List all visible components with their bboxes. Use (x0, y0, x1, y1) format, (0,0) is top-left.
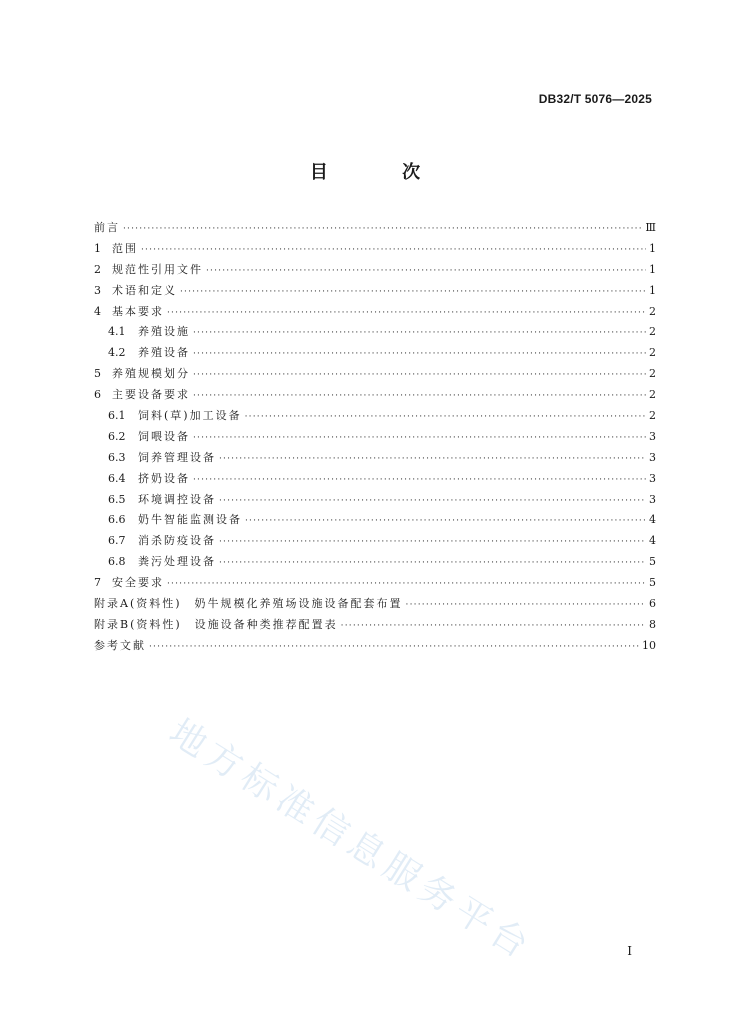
toc-entry-label: 消杀防疫设备 (138, 534, 216, 548)
toc-entry[interactable] (94, 302, 656, 323)
toc-entry-number: 6 (94, 388, 101, 402)
toc-entry-number: 6.3 (108, 450, 126, 464)
toc-dot-leader (245, 407, 646, 428)
toc-dot-leader (141, 240, 646, 261)
toc-entry[interactable] (94, 469, 656, 490)
toc-entry-label: 参考文献 (94, 638, 146, 652)
toc-dot-leader (219, 449, 646, 470)
toc-entry-number: 7 (94, 576, 101, 590)
toc-entry-label: 饲喂设备 (138, 429, 190, 443)
table-of-contents (94, 218, 656, 657)
toc-dot-leader (193, 344, 646, 365)
toc-dot-leader (193, 386, 646, 407)
toc-entry-number: 4.1 (108, 325, 126, 339)
toc-entry[interactable] (94, 260, 656, 281)
toc-dot-leader (180, 282, 646, 303)
toc-entry-page: 4 (649, 513, 656, 527)
toc-entry[interactable] (94, 594, 656, 615)
page-number: I (627, 944, 632, 958)
toc-entry-page: 2 (649, 346, 656, 360)
toc-entry-page: 10 (642, 638, 656, 652)
toc-entry-page: 2 (649, 367, 656, 381)
toc-entry-page: 2 (649, 409, 656, 423)
toc-entry-page: 3 (649, 492, 656, 506)
toc-dot-leader (219, 491, 646, 512)
toc-entry-label: 养殖设施 (138, 325, 190, 339)
toc-entry-label: 附录B(资料性) 设施设备种类推荐配置表 (94, 617, 338, 631)
toc-entry[interactable] (94, 636, 656, 657)
toc-entry-label: 范围 (112, 241, 138, 255)
toc-entry-label: 粪污处理设备 (138, 555, 216, 569)
document-id: DB32/T 5076—2025 (538, 92, 652, 106)
toc-entry-label: 规范性引用文件 (112, 262, 203, 276)
toc-entry-page: 4 (649, 534, 656, 548)
toc-entry-page: 5 (649, 576, 656, 590)
toc-entry-number: 6.2 (108, 429, 126, 443)
toc-entry-page: 3 (649, 429, 656, 443)
toc-entry-number: 6.5 (108, 492, 126, 506)
toc-entry[interactable] (94, 364, 656, 385)
toc-entry[interactable] (94, 552, 656, 573)
watermark: 地方标准信息服务平台 (162, 711, 540, 970)
toc-entry[interactable] (94, 490, 656, 511)
toc-entry-number: 6.6 (108, 513, 126, 527)
toc-entry[interactable] (94, 510, 656, 531)
toc-entry-label: 挤奶设备 (138, 471, 190, 485)
toc-entry-page: 1 (649, 262, 656, 276)
toc-entry-page: 2 (649, 304, 656, 318)
toc-entry-label: 养殖设备 (138, 346, 190, 360)
toc-entry-label: 环境调控设备 (138, 492, 216, 506)
toc-entry[interactable] (94, 322, 656, 343)
toc-entry[interactable] (94, 281, 656, 302)
toc-entry-number: 6.7 (108, 534, 126, 548)
toc-dot-leader (219, 532, 646, 553)
toc-entry-label: 饲料(草)加工设备 (138, 409, 242, 423)
toc-entry[interactable] (94, 239, 656, 260)
toc-entry-label: 养殖规模划分 (112, 367, 190, 381)
toc-entry-number: 5 (94, 367, 101, 381)
toc-entry-label: 主要设备要求 (112, 388, 190, 402)
toc-entry[interactable] (94, 406, 656, 427)
toc-entry-label: 奶牛智能监测设备 (138, 513, 242, 527)
toc-entry[interactable] (94, 218, 656, 239)
toc-entry[interactable] (94, 343, 656, 364)
toc-entry-number: 2 (94, 262, 101, 276)
toc-dot-leader (341, 616, 646, 637)
toc-entry-label: 安全要求 (112, 576, 164, 590)
toc-entry-page: 5 (649, 555, 656, 569)
toc-entry[interactable] (94, 427, 656, 448)
toc-dot-leader (206, 261, 646, 282)
toc-entry[interactable] (94, 385, 656, 406)
toc-entry-number: 4.2 (108, 346, 126, 360)
page-title: 目 次 (309, 162, 455, 183)
toc-dot-leader (406, 595, 646, 616)
toc-entry-number: 6.1 (108, 409, 126, 423)
toc-dot-leader (193, 323, 646, 344)
toc-entry[interactable] (94, 448, 656, 469)
toc-entry-label: 术语和定义 (112, 283, 177, 297)
toc-dot-leader (193, 470, 646, 491)
toc-entry-number: 1 (94, 241, 101, 255)
toc-entry-label: 附录A(资料性) 奶牛规模化养殖场设施设备配套布置 (94, 597, 403, 611)
toc-entry-page: 1 (649, 283, 656, 297)
toc-dot-leader (167, 303, 646, 324)
toc-dot-leader (149, 637, 639, 658)
toc-dot-leader (167, 574, 646, 595)
toc-entry-page: Ⅲ (645, 221, 656, 234)
toc-dot-leader (193, 428, 646, 449)
toc-entry-page: 8 (649, 617, 656, 631)
toc-entry-label: 基本要求 (112, 304, 164, 318)
toc-entry-number: 6.4 (108, 471, 126, 485)
toc-dot-leader (193, 365, 646, 386)
toc-entry-page: 2 (649, 388, 656, 402)
toc-dot-leader (219, 553, 646, 574)
toc-entry-number: 3 (94, 283, 101, 297)
toc-dot-leader (123, 219, 642, 240)
toc-entry[interactable] (94, 615, 656, 636)
toc-entry-label: 前言 (94, 221, 120, 234)
toc-entry-page: 6 (649, 597, 656, 611)
toc-entry-page: 3 (649, 471, 656, 485)
toc-entry-page: 3 (649, 450, 656, 464)
toc-entry-page: 1 (649, 241, 656, 255)
toc-dot-leader (245, 511, 646, 532)
toc-entry-page: 2 (649, 325, 656, 339)
toc-entry-label: 饲养管理设备 (138, 450, 216, 464)
toc-entry-number: 6.8 (108, 555, 126, 569)
toc-entry[interactable] (94, 573, 656, 594)
toc-entry[interactable] (94, 531, 656, 552)
toc-entry-number: 4 (94, 304, 101, 318)
